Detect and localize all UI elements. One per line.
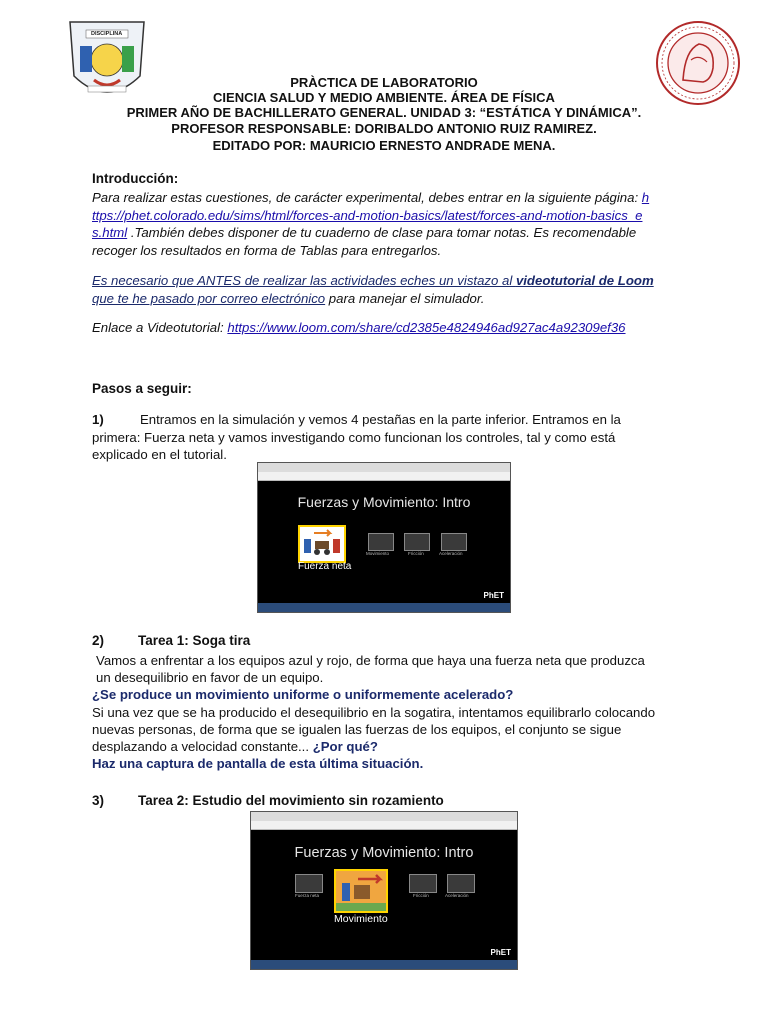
taskbar-2 xyxy=(251,960,517,969)
tab-motion-selected[interactable] xyxy=(334,869,388,913)
sim-title: Fuerzas y Movimiento: Intro xyxy=(297,494,471,510)
step-2-paragraph-text: Si una vez que se ha producido el desequilibrio en la sogatira, intentamos equilibrarlo colocando nuevas personas, de forma que se igualen las fuerzas de los equipos, el conjunto se sigue desplazando a velocidad constante... xyxy=(92,704,656,755)
loom-video-link[interactable]: https://www.loom.com/share/cd2385e4824946ad927ac4a92309ef36 xyxy=(227,320,626,335)
tab-motion-selected-label: Movimiento xyxy=(334,913,388,925)
video-link-line xyxy=(92,319,692,337)
step-2-instruction: Haz una captura de pantalla de esta última situación. xyxy=(92,756,424,772)
tab-motion-label: Movimiento xyxy=(366,551,390,556)
tab-acceleration[interactable] xyxy=(441,533,467,551)
browser-tab-bar xyxy=(258,463,510,472)
video-link-label: Enlace a Videotutorial: xyxy=(92,320,228,335)
tutorial-note-mid: que te he pasado por correo electrónico xyxy=(92,290,326,306)
tab-motion[interactable] xyxy=(368,533,394,551)
browser-address-bar-2 xyxy=(251,821,517,830)
sim-screenshot-intro xyxy=(257,462,511,613)
push-box-icon xyxy=(336,871,386,911)
tab-net-force-label: Fuerza neta xyxy=(298,561,352,572)
loom-tutorial-link[interactable]: videotutorial de Loom xyxy=(515,273,654,288)
step-2-question-1: ¿Se produce un movimiento uniforme o uniformemente acelerado? xyxy=(92,687,514,703)
intro-paragraph xyxy=(92,189,652,259)
tab-friction-2-label: Fricción xyxy=(413,893,429,898)
step-3-heading xyxy=(92,793,444,808)
tab-friction-2[interactable] xyxy=(409,874,437,893)
intro-text-start: Para realizar estas cuestiones, de carácter experimental, debes entrar en la siguiente página: xyxy=(92,190,642,205)
logo-motto: DISCIPLINA xyxy=(91,31,123,37)
tutorial-note-end: para manejar el simulador. xyxy=(325,290,485,306)
step-3-number: 3) xyxy=(92,793,105,808)
step-2-title: Tarea 1: Soga tira xyxy=(138,633,251,648)
tab-acceleration-2-label: Aceleración xyxy=(445,893,469,898)
taskbar xyxy=(258,603,510,612)
step-2-body xyxy=(92,652,657,772)
step-1-text: Entramos en la simulación y vemos 4 pestañas en la parte inferior. Entramos en la primera: Fuerza neta y vamos investigando como funcionan los controles, tal y como está explicado en el tutorial. xyxy=(92,412,621,462)
sim-title-2: Fuerzas y Movimiento: Intro xyxy=(294,845,474,861)
tab-net-force-2-label: Fuerza neta xyxy=(295,893,320,898)
step-2-number: 2) xyxy=(92,633,105,648)
tab-acceleration-2[interactable] xyxy=(447,874,475,893)
step-2-heading xyxy=(92,633,250,648)
doc-title: PRÀCTICA DE LABORATORIO xyxy=(290,75,478,90)
phet-link[interactable]: https://phet.colorado.edu/sims/html/forces-and-motion-basics/latest/forces-and-motion-basics_es.html xyxy=(92,190,650,240)
phet-logo: PhET xyxy=(483,591,504,600)
tab-acceleration-label: Aceleración xyxy=(439,551,463,556)
tab-friction-label: Fricción xyxy=(408,551,424,556)
step-2-paragraph xyxy=(92,704,657,756)
step-2-question-2: ¿Por qué? xyxy=(312,739,378,755)
browser-tab-bar-2 xyxy=(251,812,517,821)
tutorial-note-start: Es necesario que ANTES de realizar las actividades eches un vistazo al xyxy=(92,273,516,288)
step-2-intro: Vamos a enfrentar a los equipos azul y rojo, de forma que haya una fuerza neta que produzca un desequilibrio en favor de un equipo. xyxy=(96,653,645,686)
intro-heading: Introducción: xyxy=(92,171,179,186)
doc-professor: PROFESOR RESPONSABLE: DORIBALDO ANTONIO RUIZ RAMIREZ. xyxy=(171,121,597,136)
sim-screenshot-motion xyxy=(250,811,518,970)
steps-heading: Pasos a seguir: xyxy=(92,381,192,396)
tug-of-war-icon xyxy=(300,527,344,561)
phet-logo-2: PhET xyxy=(490,948,511,957)
doc-editor: EDITADO POR: MAURICIO ERNESTO ANDRADE MENA. xyxy=(212,138,556,153)
tab-friction[interactable] xyxy=(404,533,430,551)
browser-address-bar xyxy=(258,472,510,481)
tab-net-force-2[interactable] xyxy=(295,874,323,893)
step-1 xyxy=(92,411,667,464)
intro-text-end: .También debes disponer de tu cuaderno de clase para tomar notas. Es recomendable recoger los resultados en forma de Tablas para entregarlos. xyxy=(92,225,637,258)
doc-subtitle-course: CIENCIA SALUD Y MEDIO AMBIENTE. ÁREA DE FÍSICA xyxy=(213,90,555,105)
doc-subtitle-unit: PRIMER AÑO DE BACHILLERATO GENERAL. UNIDAD 3: “ESTÁTICA Y DINÁMICA”. xyxy=(126,105,642,120)
step-3-title: Tarea 2: Estudio del movimiento sin rozamiento xyxy=(138,793,444,808)
tab-net-force-selected[interactable] xyxy=(298,525,346,563)
tutorial-note xyxy=(92,272,672,307)
step-1-number: 1) xyxy=(92,412,104,427)
